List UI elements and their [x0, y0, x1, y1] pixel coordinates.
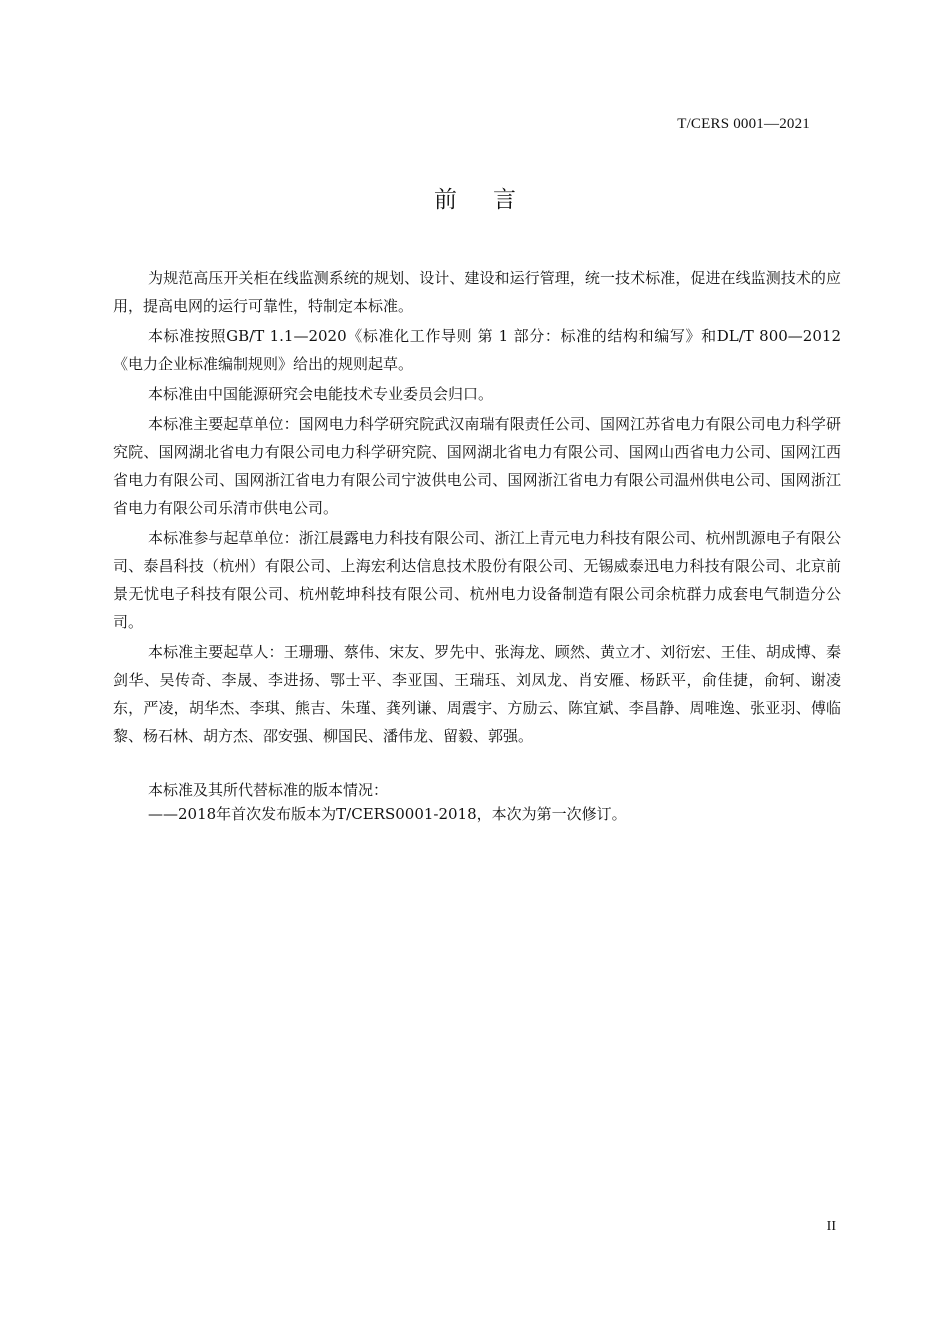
document-code: T/CERS 0001—2021	[677, 116, 810, 132]
version-history-item: ——2018年首次发布版本为T/CERS0001-2018，本次为第一次修订。	[148, 805, 627, 823]
paragraph-purpose: 为规范高压开关柜在线监测系统的规划、设计、建设和运行管理，统一技术标准，促进在线监测技术的应用，提高电网的运行可靠性，特制定本标准。	[113, 269, 841, 315]
page-number: II	[826, 1219, 836, 1234]
paragraph-main-drafters: 本标准主要起草单位：国网电力科学研究院武汉南瑞有限责任公司、国网江苏省电力有限公司电力科学研究院、国网湖北省电力有限公司电力科学研究院、国网湖北省电力有限公司、国网山西省电力公司、国网江西省电力有限公司、国网浙江省电力有限公司宁波供电公司、国网浙江省电力有限公司温州供电公司、国网浙江省电力有限公司乐清市供电公司。	[113, 415, 841, 517]
paragraph-drafting-persons: 本标准主要起草人：王珊珊、蔡伟、宋友、罗先中、张海龙、顾然、黄立才、刘衍宏、王佳、胡成博、秦剑华、吴传奇、李晟、李进扬、鄂士平、李亚国、王瑞珏、刘凤龙、肖安雁、杨跃平，俞佳捷，俞轲、谢凌东，严凌，胡华杰、李琪、熊吉、朱瑾、龚列谦、周震宇、方励云、陈宜斌、李昌静、周唯逸、张亚羽、傅临黎、杨石林、胡方杰、邵安强、柳国民、潘伟龙、留毅、郭强。	[113, 643, 841, 745]
version-history	[113, 778, 841, 826]
foreword-body	[113, 264, 841, 752]
version-history-intro: 本标准及其所代替标准的版本情况：	[148, 781, 389, 799]
paragraph-governing-body: 本标准由中国能源研究会电能技术专业委员会归口。	[148, 385, 494, 403]
paragraph-participating-drafters: 本标准参与起草单位：浙江晨露电力科技有限公司、浙江上青元电力科技有限公司、杭州凯源电子有限公司、泰昌科技（杭州）有限公司、上海宏利达信息技术股份有限公司、无锡威泰迅电力科技有限公司、北京前景无忧电子科技有限公司、杭州乾坤科技有限公司、杭州电力设备制造有限公司余杭群力成套电气制造分公司。	[113, 529, 841, 631]
page-title: 前言	[434, 187, 552, 213]
paragraph-drafting-rules: 本标准按照GB/T 1.1—2020《标准化工作导则 第 1 部分：标准的结构和编写》和DL/T 800—2012《电力企业标准编制规则》给出的规则起草。	[113, 327, 841, 373]
